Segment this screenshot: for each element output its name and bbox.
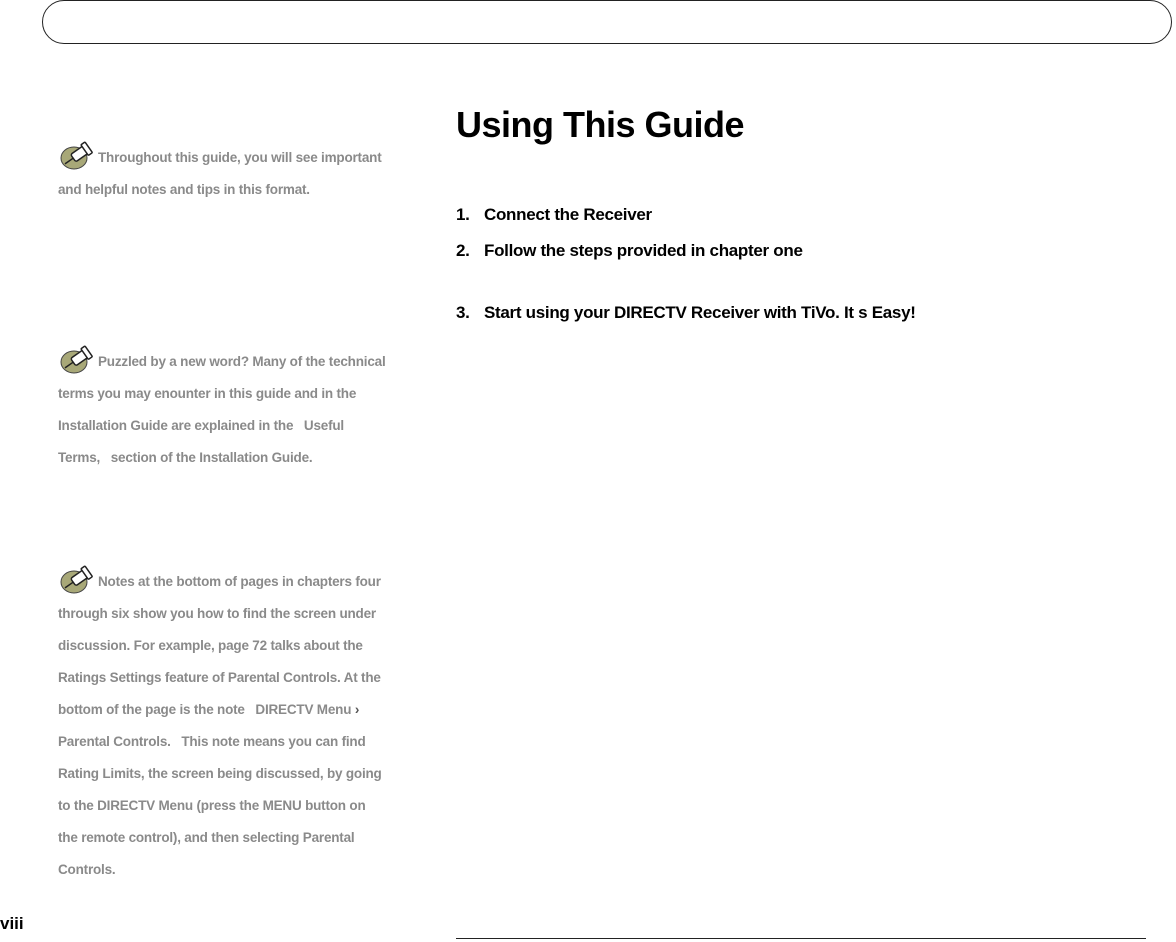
- step-number: 1.: [456, 205, 470, 224]
- note-line: Puzzled by a new word? Many of the technical: [58, 344, 414, 378]
- chevron-right-icon: ›: [354, 702, 360, 717]
- step-text: Start using your DIRECTV Receiver with TiVo. It s Easy!: [484, 303, 916, 322]
- note-line: Parental Controls. This note means you can find: [58, 734, 366, 749]
- footer-divider: [456, 938, 1146, 939]
- step-text: Connect the Receiver: [484, 205, 652, 224]
- step-item: [456, 205, 652, 225]
- note-line: Ratings Settings feature of Parental Controls. At the: [58, 670, 381, 685]
- note-line: terms you may enounter in this guide and in the: [58, 386, 357, 401]
- pushpin-icon: [58, 140, 98, 172]
- note-line: Throughout this guide, you will see important: [58, 140, 414, 174]
- page-number: viii: [0, 914, 24, 933]
- note-line: to the DIRECTV Menu (press the MENU button on: [58, 798, 366, 813]
- note-glossary: [58, 344, 414, 474]
- note-line: the remote control), and then selecting Parental: [58, 830, 355, 845]
- note-line: and helpful notes and tips in this format.: [58, 182, 310, 197]
- note-navigation: [58, 564, 414, 886]
- note-line: discussion. For example, page 72 talks about the: [58, 638, 363, 653]
- note-line: Notes at the bottom of pages in chapters four: [58, 564, 414, 598]
- note-tip: [58, 140, 414, 206]
- note-line: Installation Guide are explained in the Useful: [58, 418, 344, 433]
- step-text: Follow the steps provided in chapter one: [484, 241, 803, 260]
- note-line: through six show you how to find the screen under: [58, 606, 376, 621]
- note-line: bottom of the page is the note DIRECTV Menu ›: [58, 702, 360, 717]
- note-line: Rating Limits, the screen being discussed, by going: [58, 766, 382, 781]
- pushpin-icon: [58, 564, 98, 596]
- pushpin-icon: [58, 344, 98, 376]
- step-item: [456, 241, 803, 261]
- page-title: Using This Guide: [456, 104, 745, 145]
- note-line: Controls.: [58, 862, 116, 877]
- step-number: 2.: [456, 241, 470, 260]
- step-number: 3.: [456, 303, 470, 322]
- step-item: [456, 303, 916, 323]
- header-bar: [42, 0, 1172, 44]
- note-line: Terms, section of the Installation Guide.: [58, 450, 313, 465]
